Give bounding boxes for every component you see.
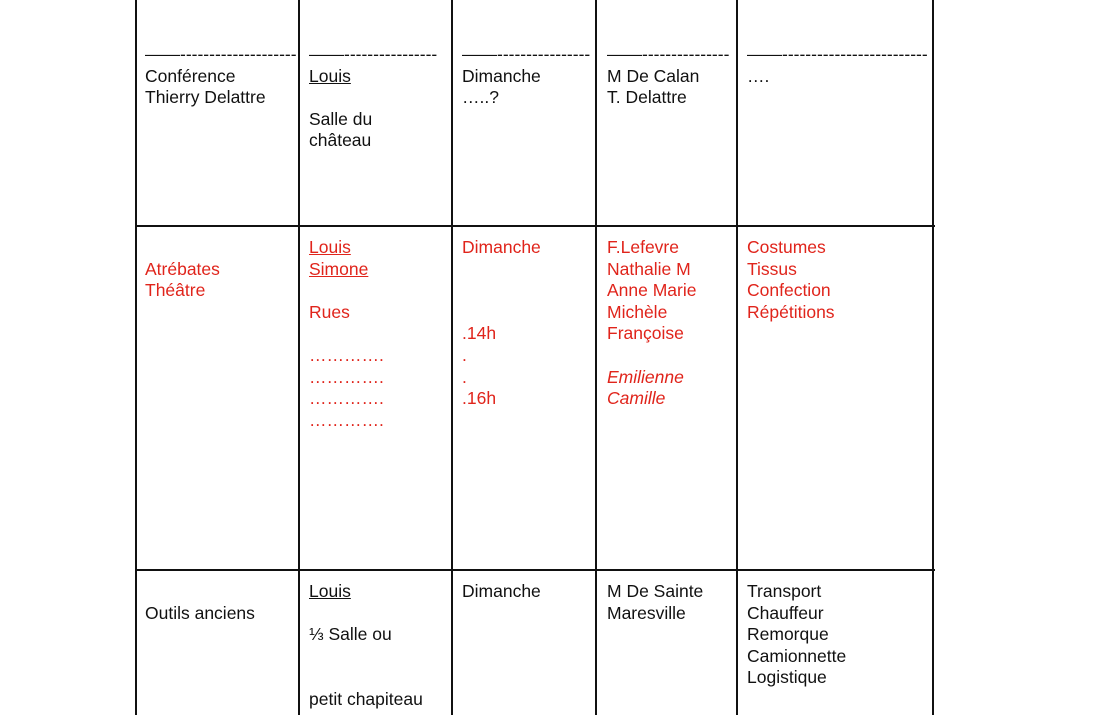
row1-people-cell: ——--------------- M De Calan T. Delattre [607,44,730,108]
table-border [451,0,453,715]
row2-topic-cell: Atrébates Théâtre [145,258,220,301]
row3-day-cell: Dimanche [462,581,541,601]
row3-lead-cell: Louis ⅓ Salle ou petit chapiteau [309,581,423,709]
table-border [135,0,137,715]
row3-people-cell: M De Sainte Maresville [607,581,704,623]
table-border [298,0,300,715]
row1-topic-cell: ——-------------------- Conférence Thierry Delattre [145,44,297,108]
table-border [736,0,738,715]
table-border [932,0,934,715]
row3-notes-cell: Transport Chauffeur Remorque Camionnette Logistique [747,581,847,688]
row2-lead-cell: Louis Simone Rues …………. …………. …………. …………. [309,237,384,430]
row2-day-cell: Dimanche .14h . . .16h [462,237,541,409]
row-divider [135,569,935,571]
row-divider [135,225,935,227]
row2-people-cell: F.Lefevre Nathalie M Anne Marie Michèle Françoise Emilienne Camille [607,237,697,409]
row2-notes-cell: Costumes Tissus Confection Répétitions [747,237,835,322]
row1-lead-cell: ——---------------- Louis Salle du château [309,44,438,151]
row1-notes-cell: ——------------------------- …. [747,44,928,86]
table-border [595,0,597,715]
row1-day-cell: ——---------------- Dimanche …..? [462,44,591,108]
row3-topic-cell: Outils anciens [145,602,255,623]
